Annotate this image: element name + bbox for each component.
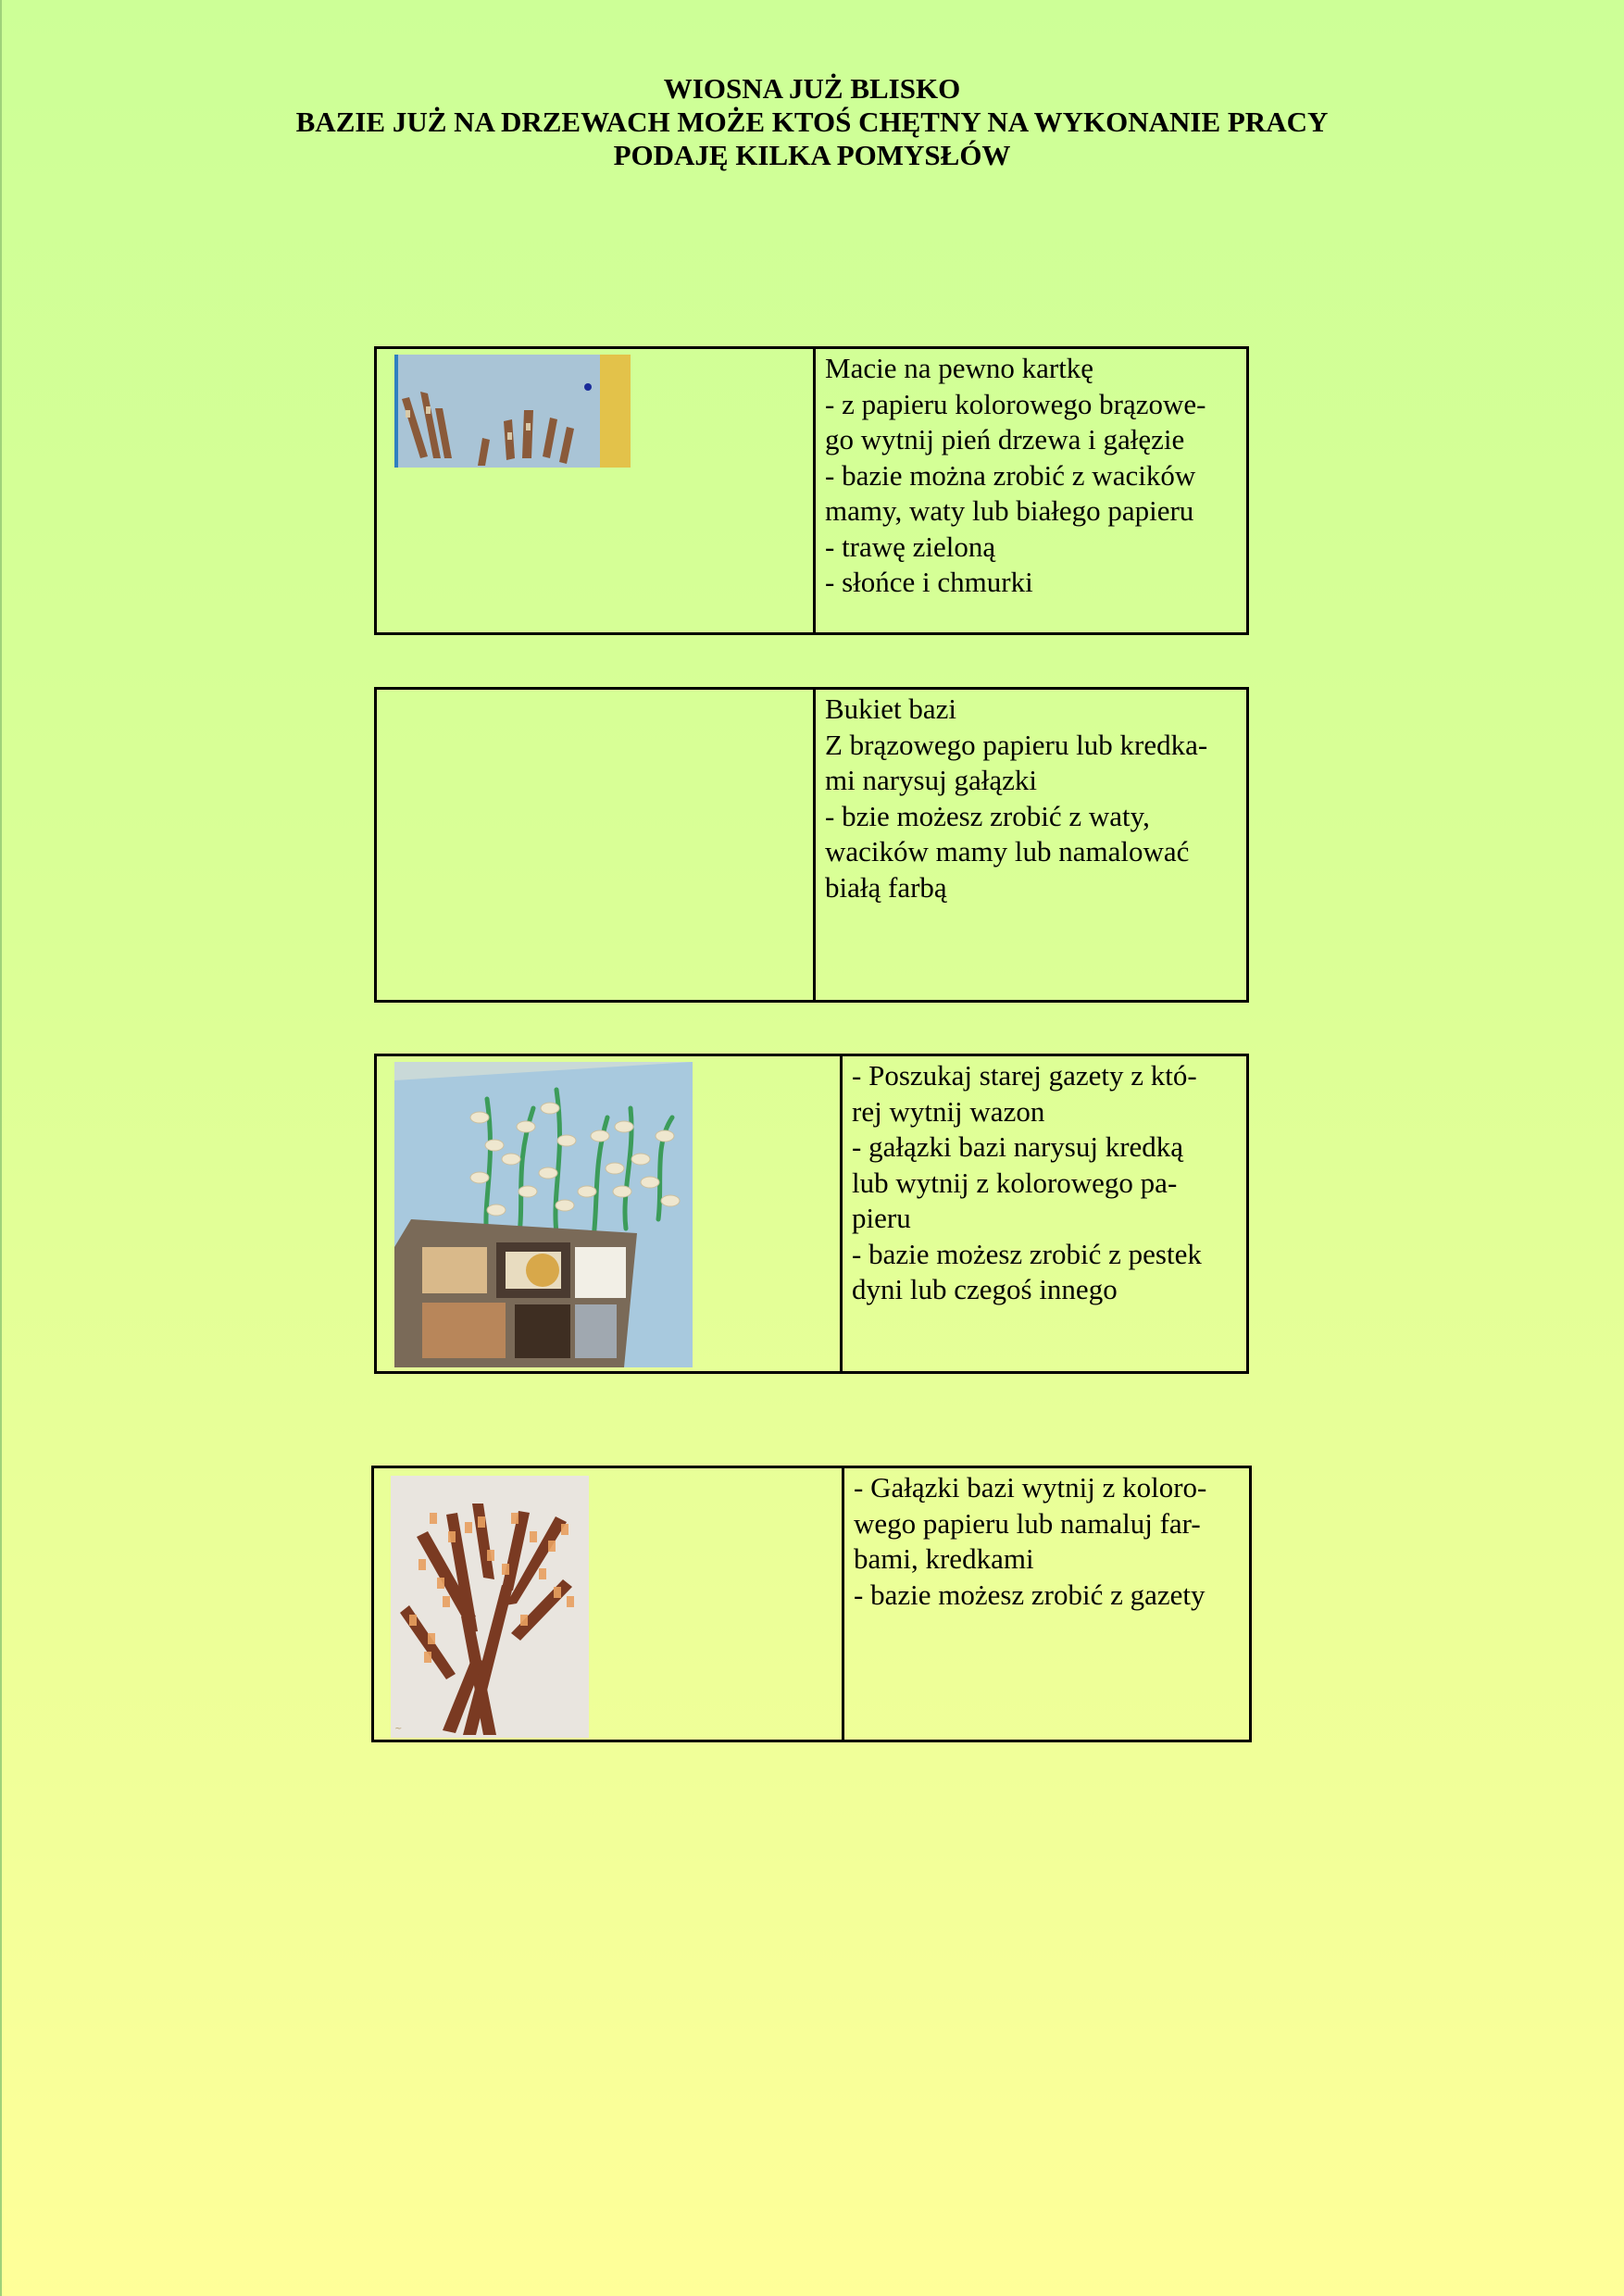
paper-tree-branches-photo <box>394 355 631 468</box>
title-line-3: PODAJĘ KILKA POMYSŁÓW <box>613 139 1011 171</box>
idea-card-2 <box>374 687 1249 1003</box>
svg-text:~: ~ <box>394 1724 403 1734</box>
idea-card-2-text: Bukiet bazi Z brązowego papieru lub kredka- mi narysuj gałązki - bzie możesz zrobić z waty, wacików mamy lub namalować białą farbą <box>825 693 1208 904</box>
paper-tree-newspaper-catkins-photo <box>391 1476 589 1738</box>
idea-card-3-text: - Poszukaj starej gazety z któ- rej wytnij wazon - gałązki bazi narysuj kredką lub wytnij z kolorowego pa- pieru - bazie możesz zrobić z pestek dyni lub czegoś innego <box>852 1059 1202 1305</box>
idea-card-4-image-cell <box>374 1468 844 1740</box>
title-line-1: WIOSNA JUŻ BLISKO <box>663 72 961 105</box>
page-title <box>0 72 1624 172</box>
idea-card-3 <box>374 1054 1249 1374</box>
idea-card-4-text: - Gałązki bazi wytnij z koloro- wego papieru lub namaluj far- bami, kredkami - bazie możesz zrobić z gazety <box>854 1471 1207 1611</box>
idea-card-4 <box>371 1466 1252 1742</box>
idea-card-1 <box>374 346 1249 635</box>
page-left-edge <box>0 0 2 2296</box>
idea-card-1-image-cell <box>377 349 816 632</box>
idea-card-3-image-cell <box>377 1056 843 1371</box>
pumpkin-seed-catkins-vase-photo <box>394 1062 693 1367</box>
title-line-2: BAZIE JUŻ NA DRZEWACH MOŻE KTOŚ CHĘTNY NA WYKONANIE PRACY <box>295 106 1329 138</box>
idea-card-2-image-cell <box>377 690 816 1000</box>
idea-card-1-text: Macie na pewno kartkę - z papieru kolorowego brązowe- go wytnij pień drzewa i gałęzie - bazie można zrobić z wacików mamy, waty lub białego papieru - trawę zieloną - słońce i chmurki <box>825 352 1206 598</box>
